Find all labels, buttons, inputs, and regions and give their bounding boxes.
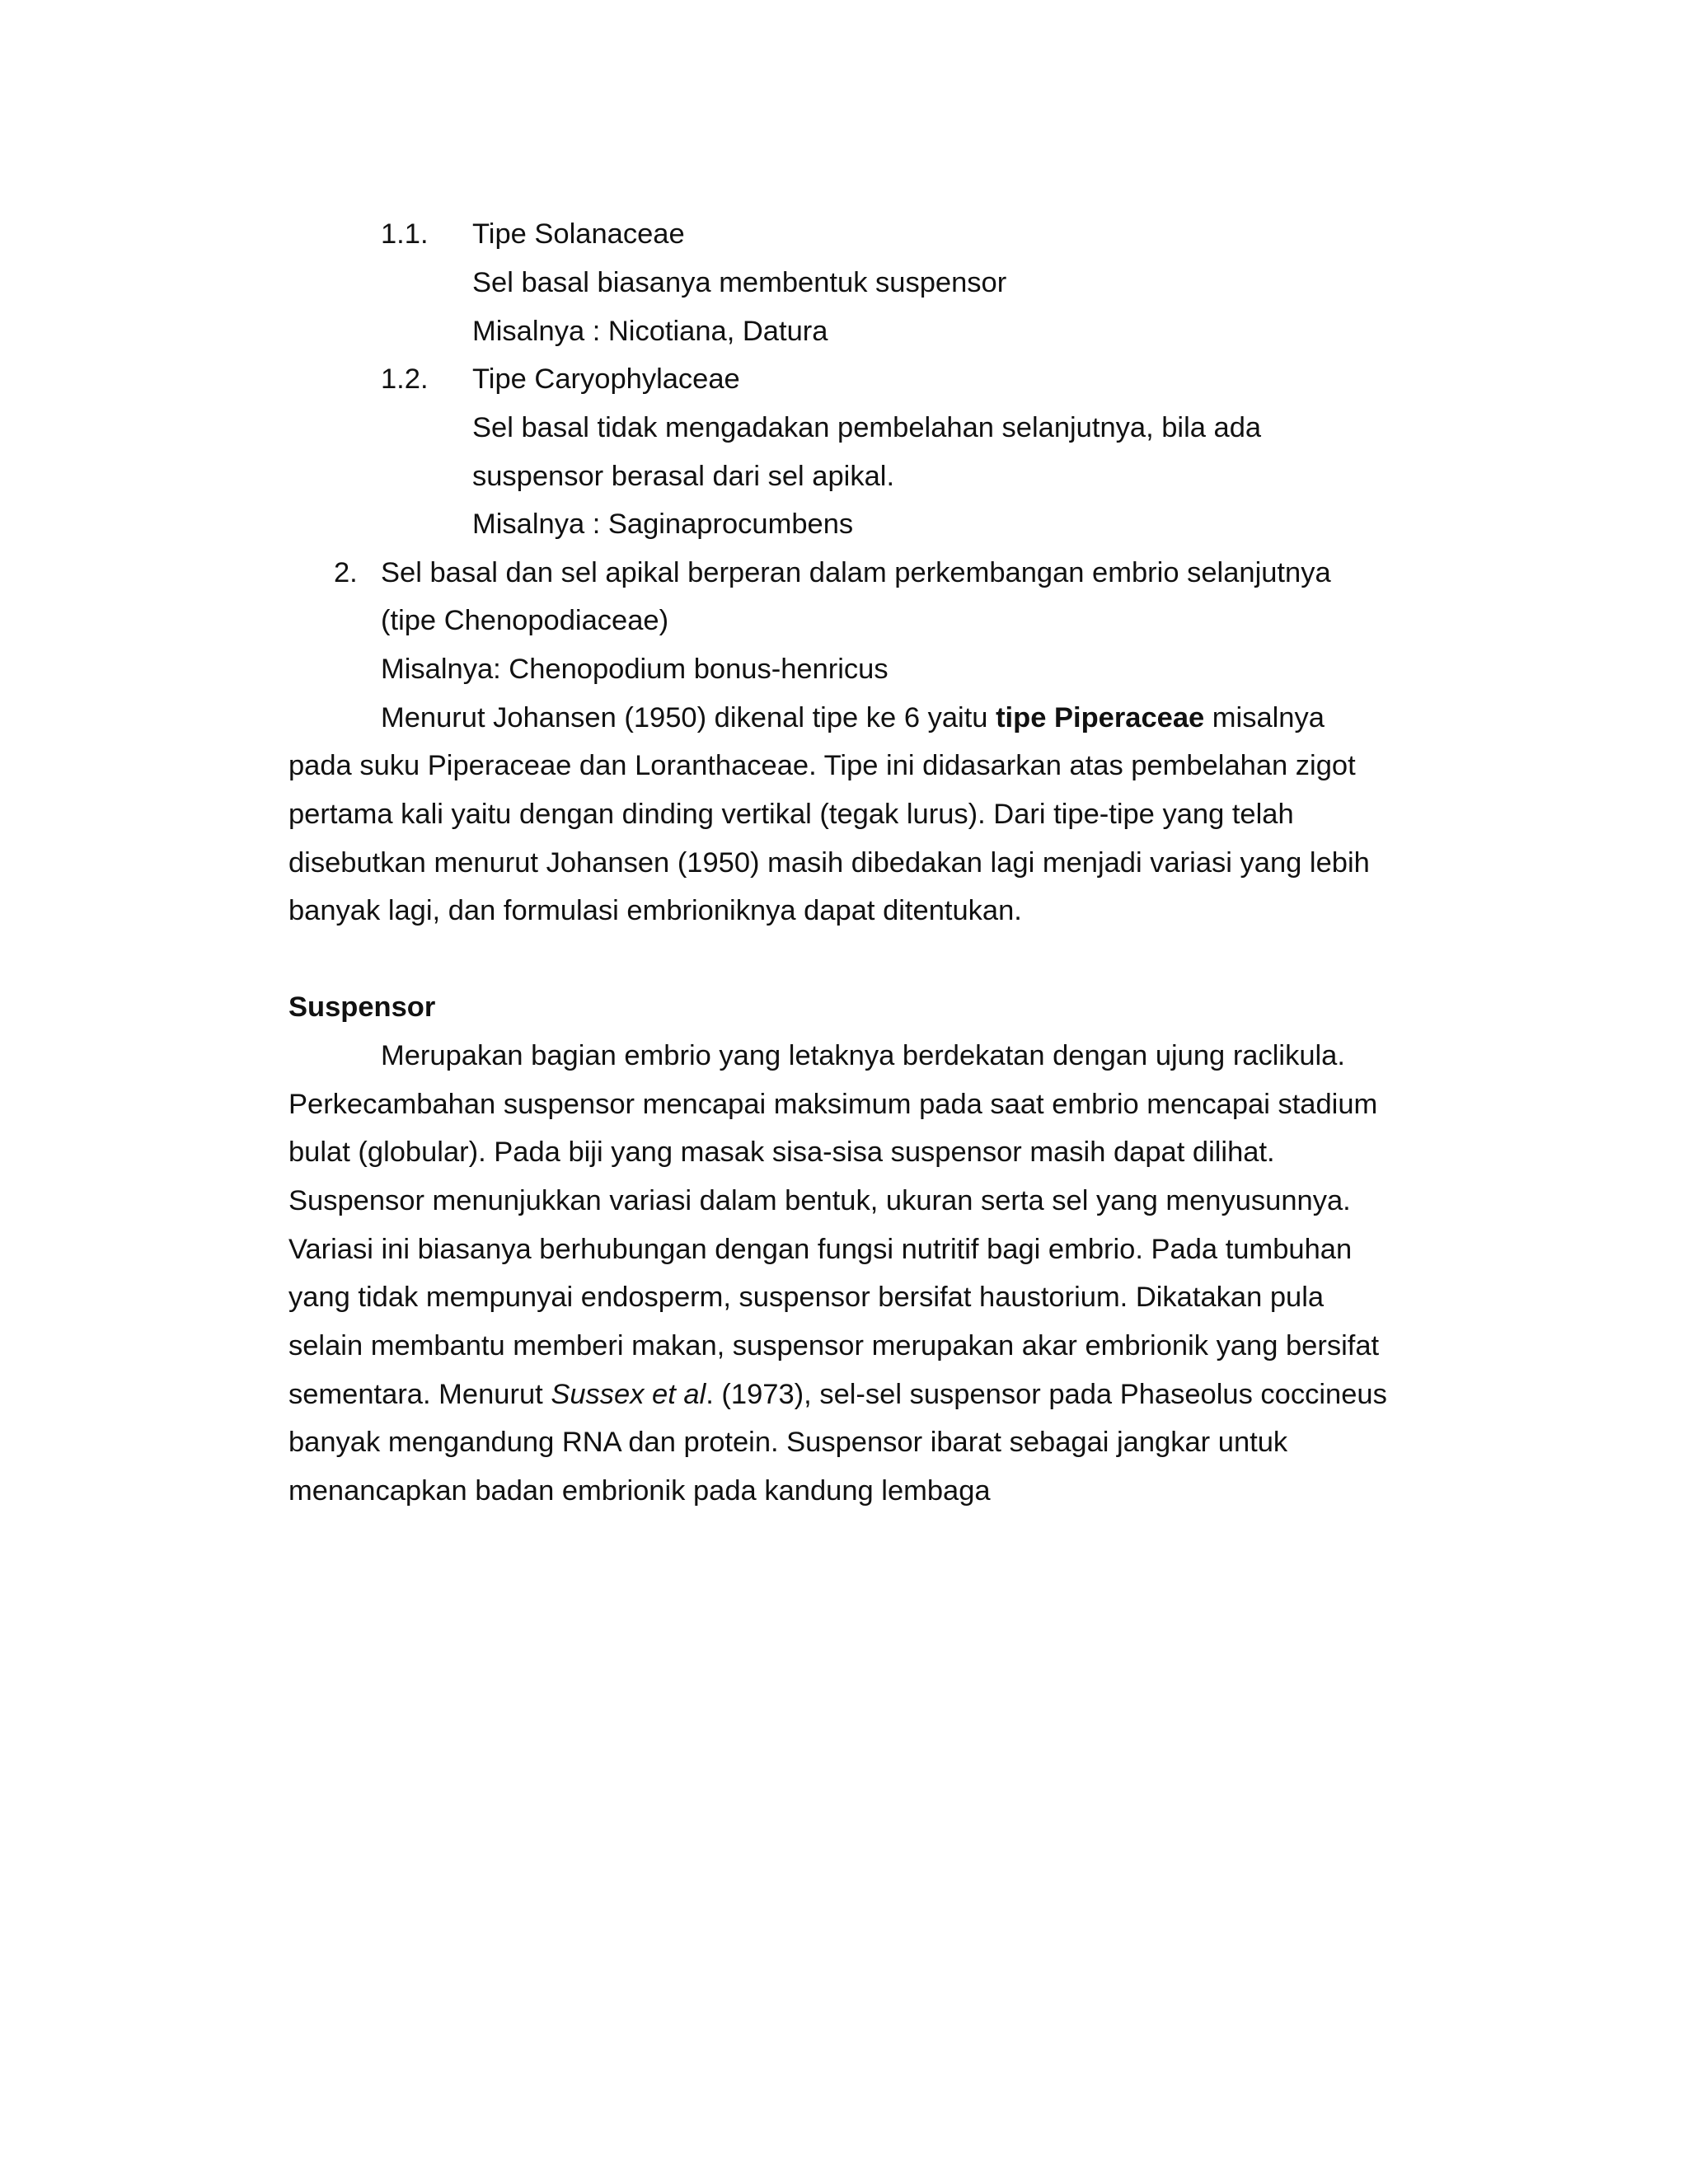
suspensor-paragraph-line-7: selain membantu memberi makan, suspensor merupakan akar embrionik yang bersifat	[288, 1330, 1380, 1361]
johansen-paragraph-line-4: disebutkan menurut Johansen (1950) masih dibedakan lagi menjadi variasi yang lebih	[288, 847, 1370, 879]
item-2-line-2: (tipe Chenopodiaceae)	[381, 605, 669, 636]
suspensor-line-8-text: sementara. Menurut	[288, 1379, 543, 1410]
suspensor-paragraph-line-6: yang tidak mempunyai endosperm, suspensor bersifat haustorium. Dikatakan pula	[288, 1282, 1325, 1313]
item-1-2-example: Misalnya : Saginaprocumbens	[472, 509, 854, 540]
johansen-line-1-tail: misalnya	[1212, 702, 1325, 733]
johansen-paragraph-line-1	[381, 700, 1375, 736]
item-number-1-2: 1.2.	[381, 363, 429, 395]
item-1-1-example: Misalnya : Nicotiana, Datura	[472, 316, 828, 347]
johansen-line-1-text: Menurut Johansen (1950) dikenal tipe ke 6 yaitu	[381, 702, 988, 733]
item-2-example: Misalnya: Chenopodium bonus-henricus	[381, 654, 889, 685]
johansen-paragraph-line-5: banyak lagi, dan formulasi embrioniknya dapat ditentukan.	[288, 895, 1022, 926]
item-1-2-description-line-1: Sel basal tidak mengadakan pembelahan selanjutnya, bila ada	[472, 412, 1262, 443]
suspensor-paragraph-line-2: Perkecambahan suspensor mencapai maksimum pada saat embrio mencapai stadium	[288, 1089, 1378, 1120]
section-heading-suspensor: Suspensor	[288, 991, 436, 1023]
item-1-1-description: Sel basal biasanya membentuk suspensor	[472, 267, 1007, 298]
term-tipe-piperaceae: tipe Piperaceae	[996, 702, 1205, 733]
item-title-solanaceae: Tipe Solanaceae	[472, 218, 685, 250]
johansen-paragraph-line-3: pertama kali yaitu dengan dinding vertikal (tegak lurus). Dari tipe-tipe yang telah	[288, 799, 1294, 830]
suspensor-paragraph-line-8	[288, 1376, 1387, 1413]
suspensor-paragraph-line-3: bulat (globular). Pada biji yang masak sisa-sisa suspensor masih dapat dilihat.	[288, 1137, 1275, 1168]
item-2-line-1: Sel basal dan sel apikal berperan dalam perkembangan embrio selanjutnya	[381, 557, 1331, 588]
item-1-2-description-line-2: suspensor berasal dari sel apikal.	[472, 461, 895, 492]
suspensor-paragraph-line-9: banyak mengandung RNA dan protein. Suspensor ibarat sebagai jangkar untuk	[288, 1427, 1288, 1458]
suspensor-line-8-tail: . (1973), sel-sel suspensor pada Phaseolus coccineus	[706, 1379, 1387, 1410]
item-title-caryophylaceae: Tipe Caryophylaceae	[472, 363, 740, 395]
suspensor-paragraph-line-1: Merupakan bagian embrio yang letaknya berdekatan dengan ujung raclikula.	[381, 1040, 1345, 1071]
item-number-1-1: 1.1.	[381, 218, 429, 250]
johansen-paragraph-line-2: pada suku Piperaceae dan Loranthaceae. Tipe ini didasarkan atas pembelahan zigot	[288, 750, 1356, 781]
citation-sussex-et-al: Sussex et al	[551, 1379, 706, 1410]
item-number-2: 2.	[334, 557, 358, 588]
suspensor-paragraph-line-4: Suspensor menunjukkan variasi dalam bentuk, ukuran serta sel yang menyusunnya.	[288, 1185, 1351, 1216]
suspensor-paragraph-line-10: menancapkan badan embrionik pada kandung lembaga	[288, 1475, 991, 1507]
suspensor-paragraph-line-5: Variasi ini biasanya berhubungan dengan fungsi nutritif bagi embrio. Pada tumbuhan	[288, 1234, 1353, 1265]
